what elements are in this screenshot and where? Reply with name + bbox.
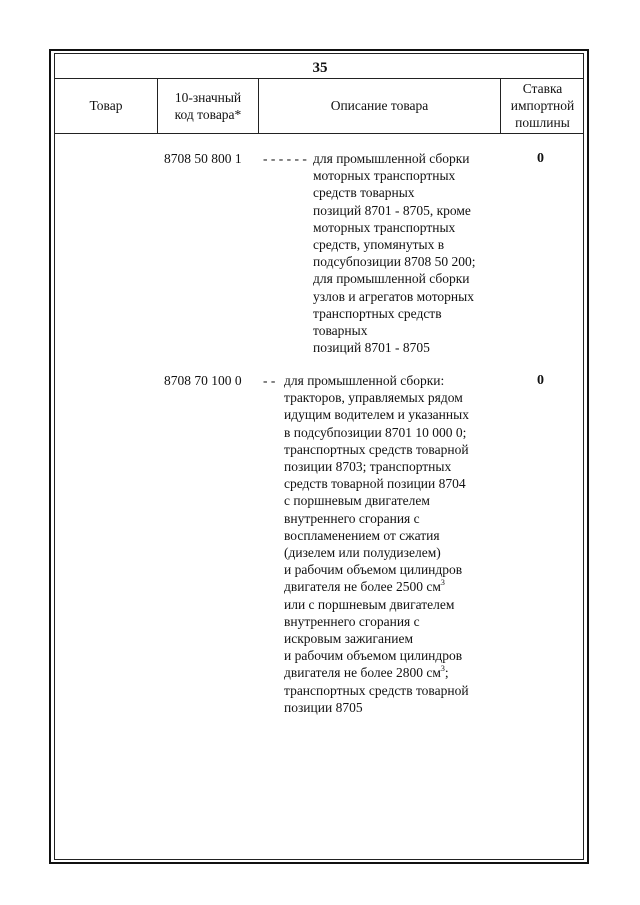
- row-2-description: [284, 372, 469, 716]
- desc-line: подсубпозиции 8708 50 200;: [313, 254, 476, 270]
- row-1-rate: 0: [537, 151, 544, 166]
- desc-line: транспортных средств: [313, 305, 442, 321]
- row-2-code: 8708 70 100 0: [164, 373, 242, 388]
- desc-line: для промышленной сборки: [313, 151, 470, 166]
- desc-line: позиций 8701 - 8705, кроме: [313, 202, 471, 218]
- desc-line-with-superscript: [284, 664, 469, 681]
- desc-line: моторных транспортных: [313, 219, 456, 235]
- desc-line: (дизелем или полудизелем): [284, 545, 441, 561]
- desc-line: и рабочим объемом цилиндров: [284, 562, 463, 578]
- desc-line: и рабочим объемом цилиндров: [284, 648, 463, 664]
- desc-line: товарных: [313, 323, 368, 339]
- desc-line: внутреннего сгорания с: [284, 613, 420, 629]
- desc-text: двигателя не более 2800 см: [284, 665, 441, 681]
- row-1-dash-indent: - - - - - -: [263, 151, 307, 166]
- desc-line: средств товарных: [313, 185, 415, 201]
- desc-line: или с поршневым двигателем: [284, 596, 455, 612]
- header-top-rule: [54, 78, 584, 79]
- page-number: 35: [312, 60, 328, 76]
- desc-line: для промышленной сборки: [313, 271, 470, 287]
- desc-line: с поршневым двигателем: [284, 493, 430, 509]
- desc-line: средств товарной позиции 8704: [284, 476, 466, 492]
- desc-line: средств, упомянутых в: [313, 237, 445, 253]
- header-code-line1: 10-значный: [174, 90, 242, 105]
- desc-line: позиции 8705: [284, 699, 363, 715]
- punctuation: ;: [444, 665, 449, 681]
- desc-text: двигателя не более 2500 см: [284, 579, 441, 595]
- superscript: 3: [440, 664, 445, 674]
- desc-line: идущим водителем и указанных: [284, 407, 469, 423]
- desc-line: тракторов, управляемых рядом: [284, 390, 463, 406]
- header-code: [158, 89, 258, 123]
- superscript: 3: [440, 578, 445, 588]
- row-1-code: 8708 50 800 1: [164, 151, 242, 166]
- header-rate-line1: Ставка: [522, 81, 563, 96]
- desc-line-with-superscript: [284, 578, 469, 595]
- desc-line: для промышленной сборки:: [284, 373, 445, 388]
- header-code-line2: код товара*: [174, 107, 242, 122]
- header-rate: [501, 80, 584, 131]
- row-1-description: [313, 150, 476, 356]
- header-bottom-rule: [54, 133, 584, 134]
- desc-line: моторных транспортных: [313, 168, 456, 184]
- desc-line: узлов и агрегатов моторных: [313, 288, 474, 304]
- header-description: Описание товара: [330, 98, 429, 113]
- header-item: Товар: [89, 98, 123, 113]
- desc-line: искровым зажиганием: [284, 631, 414, 647]
- desc-line: позиций 8701 - 8705: [313, 340, 430, 356]
- desc-line: в подсубпозиции 8701 10 000 0;: [284, 424, 467, 440]
- row-2-rate: 0: [537, 373, 544, 388]
- desc-line: воспламенением от сжатия: [284, 527, 440, 543]
- desc-line: внутреннего сгорания с: [284, 510, 420, 526]
- desc-line: позиции 8703; транспортных: [284, 459, 452, 475]
- desc-line: транспортных средств товарной: [284, 682, 469, 698]
- header-rate-line2: импортной: [510, 98, 575, 113]
- header-rate-line3: пошлины: [515, 115, 570, 130]
- desc-line: транспортных средств товарной: [284, 441, 469, 457]
- row-2-dash-indent: - -: [263, 373, 276, 388]
